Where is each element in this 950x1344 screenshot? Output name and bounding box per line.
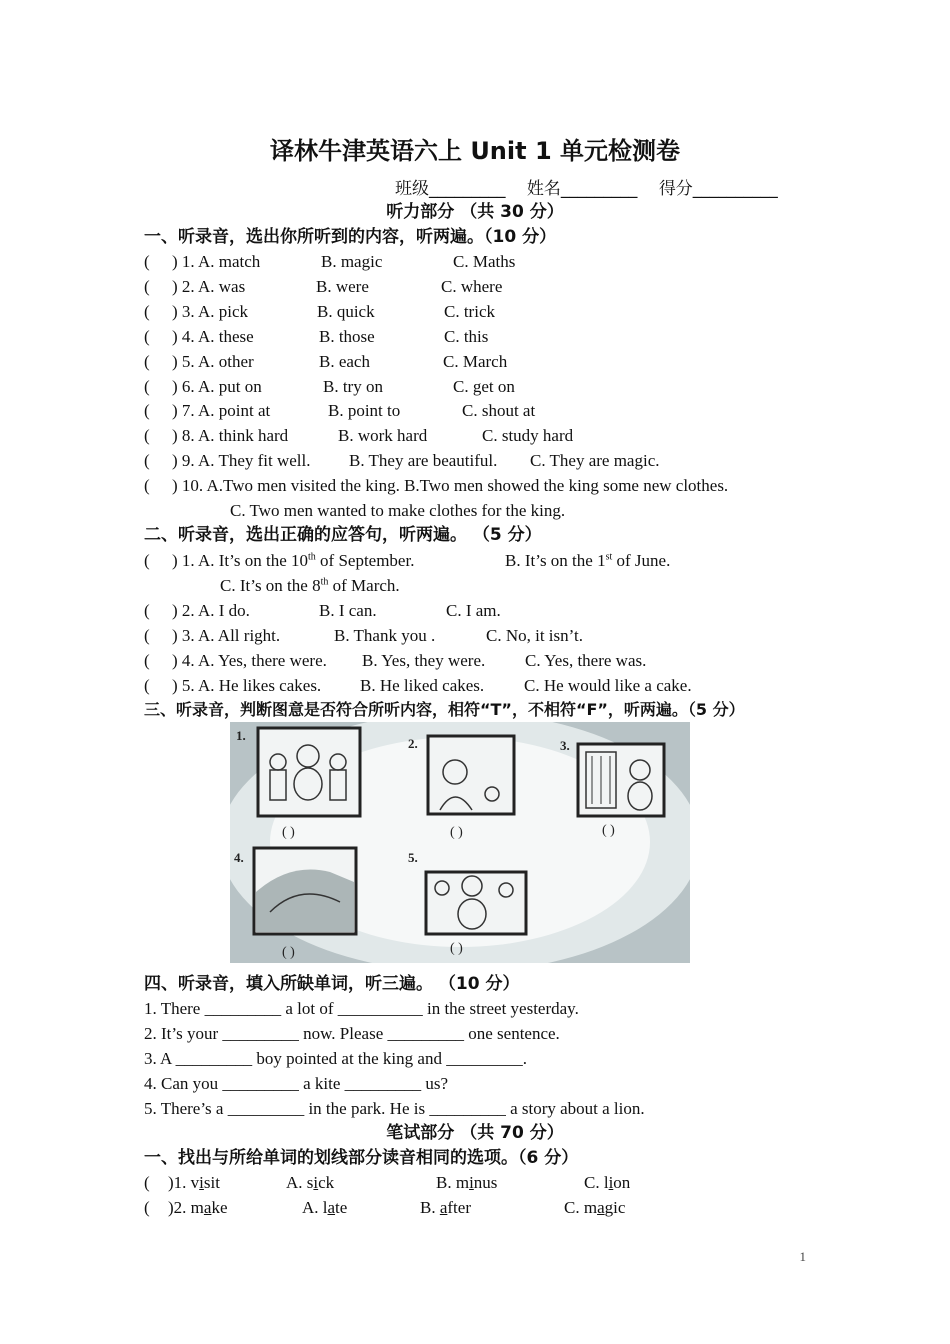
answer-bracket-3[interactable]: ( )	[602, 823, 615, 838]
picture-label-1: 1.	[236, 728, 246, 743]
page-title: 译林牛津英语六上 Unit 1 单元检测卷	[269, 137, 681, 165]
word-part: B.	[420, 1198, 440, 1217]
picture-label-3: 3.	[560, 738, 570, 753]
question-row	[144, 425, 804, 447]
option-b: B. He liked cakes.	[360, 676, 485, 695]
phonics-row	[144, 1172, 704, 1194]
option-c	[564, 1197, 625, 1219]
score-field[interactable]: 得分__________	[658, 179, 778, 199]
question-row	[144, 450, 804, 472]
option-a: ) 4. A. these	[172, 326, 254, 346]
word-part: ke	[211, 1198, 228, 1217]
option-c: C. trick	[444, 301, 495, 321]
answer-paren[interactable]: (	[144, 451, 150, 471]
class-field[interactable]: 班级_________	[395, 179, 506, 199]
answer-paren[interactable]: (	[144, 551, 150, 570]
answer-paren[interactable]: (	[144, 301, 150, 321]
option-b: B. Thank you .	[334, 626, 436, 645]
option-c: C. It’s on the 8th of March.	[220, 576, 400, 595]
word-part: )1. v	[168, 1173, 200, 1192]
option-a: ) 4. A. Yes, there were.	[172, 651, 327, 670]
story-pictures	[230, 722, 690, 963]
option-b: B. point to	[328, 401, 401, 421]
option-a: ) 5. A. other	[172, 351, 254, 371]
target-word	[168, 1173, 220, 1192]
answer-paren[interactable]: (	[144, 401, 150, 421]
option-c: C. where	[441, 276, 503, 296]
answer-paren[interactable]: (	[144, 1173, 150, 1192]
word-part: gic	[604, 1198, 626, 1217]
word-part: C. m	[564, 1198, 598, 1217]
word-part: fter	[447, 1198, 471, 1217]
option-b: B. Yes, they were.	[362, 651, 486, 670]
word-part: B. m	[436, 1173, 470, 1192]
option-c: C. this	[444, 326, 489, 346]
word-part: )2. m	[168, 1198, 204, 1217]
option-c: C. shout at	[462, 401, 536, 421]
option-b	[436, 1172, 497, 1194]
answer-paren[interactable]: (	[144, 1198, 150, 1217]
underlined-letter: a	[327, 1198, 336, 1217]
question-row	[144, 650, 804, 672]
page-number: 1	[799, 1249, 806, 1264]
option-b: B. were	[316, 276, 369, 296]
option-c: C. study hard	[482, 426, 574, 446]
answer-paren[interactable]: (	[144, 276, 150, 296]
underlined-letter: a	[597, 1198, 605, 1217]
answer-paren[interactable]: (	[144, 351, 150, 371]
option-b: B. work hard	[338, 426, 428, 446]
word-part: A. l	[302, 1198, 328, 1217]
picture-2	[428, 736, 514, 814]
option-c: C. March	[443, 351, 508, 371]
part2-item1-line1	[144, 550, 764, 572]
option-a: ) 1. A. It’s on the 10th of September.	[172, 551, 415, 570]
option-a: ) 8. A. think hard	[172, 426, 289, 446]
picture-5	[426, 872, 526, 934]
answer-paren[interactable]: (	[144, 651, 150, 670]
listening-section-header: 听力部分 （共 30 分）	[386, 202, 564, 222]
option-c	[584, 1172, 630, 1194]
option-a: ) 5. A. He likes cakes.	[172, 676, 322, 695]
picture-4	[254, 848, 356, 934]
answer-paren[interactable]: (	[144, 326, 150, 346]
question-row	[144, 675, 804, 697]
picture-panel	[230, 722, 690, 963]
name-field[interactable]: 姓名_________	[526, 179, 638, 199]
part1-item10-line1	[144, 475, 728, 497]
answer-bracket-4[interactable]: ( )	[282, 945, 295, 960]
underlined-letter: i	[313, 1173, 319, 1192]
question-row	[144, 376, 804, 398]
option-b: B. They are beautiful.	[349, 451, 498, 471]
option-c: C. He would like a cake.	[524, 676, 692, 695]
option-b: B. It’s on the 1st of June.	[505, 551, 671, 570]
picture-label-4: 4.	[234, 850, 244, 865]
option-a: ) 6. A. put on	[172, 376, 262, 396]
item-text: ) 10. A.Two men visited the king. B.Two men showed the king some new clothes.	[172, 476, 729, 495]
option-c: C. No, it isn’t.	[486, 626, 583, 645]
question-row	[144, 625, 804, 647]
question-row	[144, 400, 804, 422]
question-row	[144, 251, 804, 273]
answer-paren[interactable]: (	[144, 476, 150, 495]
underlined-letter: i	[469, 1173, 474, 1192]
option-c: C. They are magic.	[530, 451, 660, 471]
underlined-letter: i	[608, 1173, 614, 1192]
fill-blank-item[interactable]: 4. Can you _________ a kite _________ us?	[144, 1074, 449, 1093]
option-c: C. Yes, there was.	[525, 651, 647, 670]
part5-heading: 一、找出与所给单词的划线部分读音相同的选项。（6 分）	[144, 1148, 579, 1168]
option-a: ) 1. A. match	[172, 252, 261, 271]
answer-paren[interactable]: (	[144, 376, 150, 396]
word-part: ck	[318, 1173, 335, 1192]
fill-blank-item[interactable]: 2. It’s your _________ now. Please _________ one sentence.	[144, 1024, 560, 1043]
option-b: B. magic	[321, 252, 383, 271]
underlined-letter: a	[203, 1198, 212, 1217]
picture-3	[578, 744, 664, 816]
part4-heading: 四、听录音，填入所缺单词，听三遍。 （10 分）	[144, 974, 520, 994]
word-part: nus	[473, 1173, 498, 1192]
word-part: A. s	[286, 1173, 314, 1192]
option-b: B. quick	[317, 301, 375, 321]
option-a: ) 3. A. All right.	[172, 626, 281, 645]
option-b: B. those	[319, 326, 375, 346]
word-part: te	[335, 1198, 348, 1217]
answer-paren[interactable]: (	[144, 426, 150, 446]
picture-1	[258, 728, 360, 816]
answer-bracket-5[interactable]: ( )	[450, 941, 463, 956]
option-b: B. each	[319, 351, 370, 371]
student-info-line	[395, 174, 794, 199]
underlined-letter: a	[439, 1198, 448, 1217]
option-a: ) 3. A. pick	[172, 301, 249, 321]
part3-heading: 三、听录音，判断图意是否符合所听内容，相符“T”，不相符“F”，听两遍。（5 分）	[144, 700, 745, 719]
phonics-row	[144, 1197, 704, 1219]
part1-heading: 一、听录音，选出你所听到的内容，听两遍。（10 分）	[144, 227, 557, 247]
answer-paren[interactable]: (	[144, 626, 150, 645]
option-c: C. I am.	[446, 601, 501, 620]
option-b	[420, 1197, 471, 1219]
question-row	[144, 276, 804, 298]
picture-label-2: 2.	[408, 736, 418, 751]
question-row	[144, 301, 804, 323]
option-b: B. try on	[323, 376, 383, 396]
answer-paren[interactable]: (	[144, 601, 150, 620]
question-row	[144, 600, 804, 622]
word-part: sit	[203, 1173, 220, 1192]
question-row	[144, 351, 804, 373]
written-section-header: 笔试部分 （共 70 分）	[386, 1123, 564, 1143]
option-a	[286, 1172, 334, 1194]
answer-paren[interactable]: (	[144, 676, 150, 695]
option-c: C. Maths	[453, 252, 516, 271]
picture-label-5: 5.	[408, 850, 418, 865]
fill-blank-item[interactable]: 5. There’s a _________ in the park. He is _________ a story about a lion.	[144, 1099, 645, 1118]
option-a: ) 2. A. was	[172, 276, 246, 296]
option-a: ) 9. A. They fit well.	[172, 451, 311, 471]
part1-item10-line2: C. Two men wanted to make clothes for the king.	[230, 501, 566, 520]
answer-bracket-1[interactable]: ( )	[282, 825, 295, 840]
answer-bracket-2[interactable]: ( )	[450, 825, 463, 840]
part2-heading: 二、听录音，选出正确的应答句，听两遍。 （5 分）	[144, 525, 542, 545]
answer-paren[interactable]: (	[144, 252, 150, 271]
option-a: ) 7. A. point at	[172, 401, 271, 421]
option-b: B. I can.	[319, 601, 377, 620]
word-part: on	[613, 1173, 631, 1192]
fill-blank-item[interactable]: 1. There _________ a lot of __________ in the street yesterday.	[144, 999, 579, 1018]
fill-blank-item[interactable]: 3. A _________ boy pointed at the king and _________.	[144, 1049, 527, 1068]
target-word	[168, 1198, 227, 1217]
option-a: ) 2. A. I do.	[172, 601, 250, 620]
question-row	[144, 326, 804, 348]
option-c: C. get on	[453, 376, 515, 396]
underlined-letter: i	[199, 1173, 204, 1192]
word-part: C. l	[584, 1173, 609, 1192]
option-a	[302, 1197, 347, 1219]
